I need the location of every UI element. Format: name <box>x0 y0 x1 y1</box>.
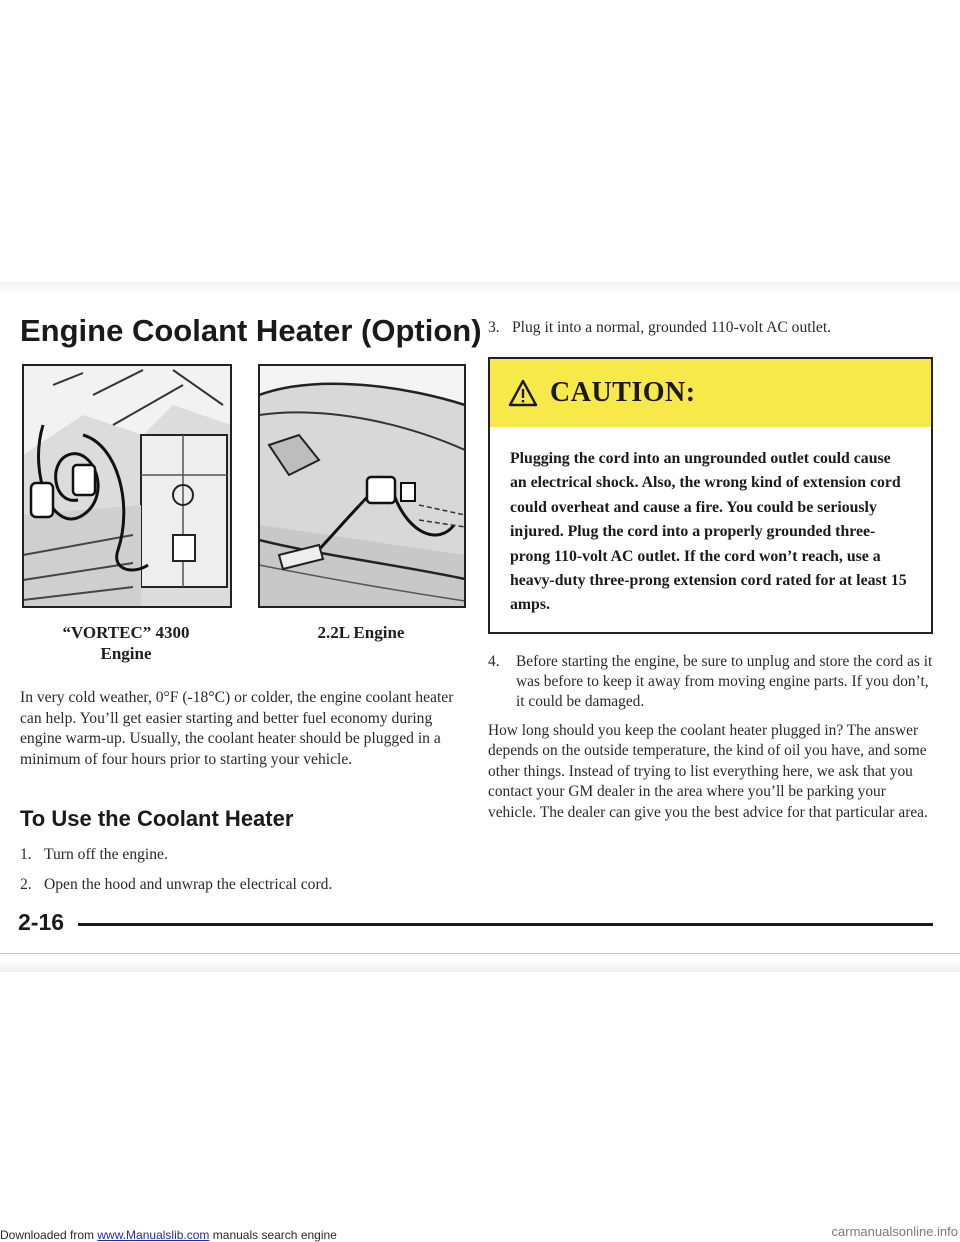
section-title: Engine Coolant Heater (Option) <box>20 313 482 348</box>
footer-rule <box>78 923 933 926</box>
step-text: Before starting the engine, be sure to unplug and store the cord as it was before to keep it away from moving engine parts. If you don’t, it could be damaged. <box>516 653 933 710</box>
page-edge-line <box>0 953 960 954</box>
step-number: 4. <box>488 653 500 670</box>
step-number: 2. <box>20 876 32 893</box>
vortec-engine-caption <box>22 622 230 664</box>
step-text: Plug it into a normal, grounded 110-volt AC outlet. <box>512 319 832 336</box>
caution-header <box>490 359 931 427</box>
caution-label: CAUTION: <box>550 377 696 408</box>
download-banner <box>0 1228 337 1242</box>
banner-prefix: Downloaded from <box>0 1228 98 1242</box>
vortec-caption-line: “VORTEC” 4300 Engine <box>62 623 190 663</box>
closing-paragraph: How long should you keep the coolant heater plugged in? The answer depends on the outside temperature, the kind of oil you have, and some other things. Instead of trying to list everything here, we ask that you contact your GM dealer in the area where you’ll be parking your vehicle. The dealer can give you the best advice for that particular area. <box>488 722 928 821</box>
2-2l-engine-caption: 2.2L Engine <box>317 623 405 642</box>
step-text: Open the hood and unwrap the electrical cord. <box>44 876 333 893</box>
page-number: 2-16 <box>18 909 65 935</box>
step-4 <box>488 652 934 712</box>
step-text: Turn off the engine. <box>44 846 168 863</box>
watermark-text: carmanualsonline.info <box>831 1224 958 1239</box>
step-3 <box>488 318 831 338</box>
step-number: 1. <box>20 846 32 863</box>
banner-suffix: manuals search engine <box>209 1228 337 1242</box>
caution-text: Plugging the cord into an ungrounded outlet could cause an electrical shock. Also, the wrong kind of extension cord could overheat and cause a fire. You could be seriously injured. Plug the cord into a properly grounded three-prong 110-volt AC outlet. If the cord won’t reach, use a heavy-duty three-prong extension cord rated for at least 15 amps. <box>510 450 907 614</box>
warning-triangle-icon <box>508 379 538 407</box>
vortec-engine-illustration <box>22 364 232 608</box>
subsection-title: To Use the Coolant Heater <box>20 806 294 831</box>
intro-paragraph: In very cold weather, 0°F (-18°C) or colder, the engine coolant heater can help. You’ll get easier starting and better fuel economy during engine warm-up. Usually, the coolant heater should be plugged in a minimum of four hours prior to starting your vehicle. <box>20 689 454 768</box>
manualslib-link[interactable]: www.Manualslib.com <box>97 1228 210 1242</box>
step-number: 3. <box>488 319 500 336</box>
page-scan-shadow-bottom <box>0 960 960 972</box>
page-scan-shadow-top <box>0 282 960 294</box>
2-2l-engine-illustration <box>258 364 466 608</box>
caution-box <box>488 357 933 634</box>
step-2 <box>20 875 332 895</box>
step-1 <box>20 845 168 865</box>
